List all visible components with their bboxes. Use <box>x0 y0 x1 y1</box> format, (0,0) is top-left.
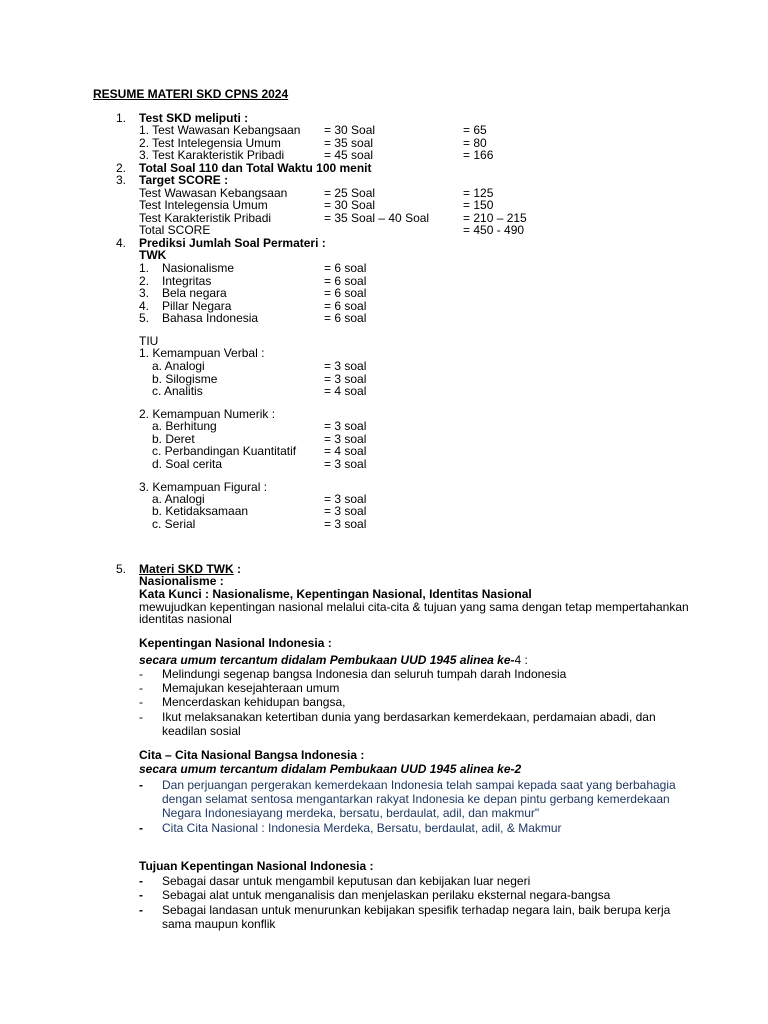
section-1-heading: Test SKD meliputi : <box>139 111 249 125</box>
cita-item-line: Negara Indonesiayang merdeka, bersatu, berdaulat, adil, dan makmur" <box>162 806 540 820</box>
dash-bullet: - <box>139 667 143 681</box>
test-row-soal: = 45 soal <box>324 148 374 162</box>
test-row-name: 3. Test Karakteristik Pribadi <box>139 148 285 162</box>
tujuan-heading: Tujuan Kepentingan Nasional Indonesia : <box>139 859 374 873</box>
verbal-item-soal: = 4 soal <box>324 384 367 398</box>
numerik-item-soal: = 3 soal <box>324 419 367 433</box>
kepentingan-sub-tail: 4 : <box>514 653 528 667</box>
twk-item-soal: = 6 soal <box>324 286 367 300</box>
cita-heading: Cita – Cita Nasional Bangsa Indonesia : <box>139 748 365 762</box>
section-1-number: 1. <box>116 111 127 125</box>
dash-bullet: - <box>139 695 143 709</box>
verbal-item-soal: = 3 soal <box>324 372 367 386</box>
kepentingan-item: Melindungi segenap bangsa Indonesia dan seluruh tumpah darah Indonesia <box>162 667 567 681</box>
section-5-number: 5. <box>116 562 127 576</box>
score-total-value: = 450 - 490 <box>463 223 525 237</box>
twk-item-name: Integritas <box>162 274 212 288</box>
twk-item-soal: = 6 soal <box>324 299 367 313</box>
section-2-number: 2. <box>116 161 127 175</box>
nasionalisme-desc-line: mewujudkan kepentingan nasional melalui cita-cita & tujuan yang sama dengan tetap mempertahankan <box>139 600 689 614</box>
test-row-soal: = 30 Soal <box>324 123 376 137</box>
twk-item-name: Pillar Negara <box>162 299 232 313</box>
twk-item-soal: = 6 soal <box>324 261 367 275</box>
cita-item-line: dengan selamat sentosa mengantarkan rakyat Indonesia ke depan pintu gerbang kemerdekaan <box>162 792 670 806</box>
twk-item-soal: = 6 soal <box>324 311 367 325</box>
verbal-item-name: c. Analitis <box>152 384 203 398</box>
kepentingan-item: Mencerdaskan kehidupan bangsa, <box>162 695 346 709</box>
verbal-item-name: a. Analogi <box>152 359 205 373</box>
test-row-name: 1. Test Wawasan Kebangsaan <box>139 123 301 137</box>
section-5-heading-colon: : <box>233 562 242 576</box>
kepentingan-item: Memajukan kesejahteraan umum <box>162 681 340 695</box>
tujuan-item: Sebagai landasan untuk menurunkan kebijakan spesifik terhadap negara lain, baik berupa kerja <box>162 903 671 917</box>
tiu-label: TIU <box>139 334 159 348</box>
numerik-item-name: a. Berhitung <box>152 419 217 433</box>
verbal-item-soal: = 3 soal <box>324 359 367 373</box>
dash-bullet: - <box>139 821 143 835</box>
figural-item-soal: = 3 soal <box>324 504 367 518</box>
tujuan-item: Sebagai dasar untuk mengambil keputusan dan kebijakan luar negeri <box>162 874 531 888</box>
numerik-heading: 2. Kemampuan Numerik : <box>139 407 276 421</box>
dash-bullet: - <box>139 681 143 695</box>
dash-bullet: - <box>139 874 143 888</box>
test-row-soal: = 35 soal <box>324 136 374 150</box>
cita-item-line: Dan perjuangan pergerakan kemerdekaan Indonesia telah sampai kepada saat yang berbahagia <box>162 778 676 792</box>
test-row-score: = 80 <box>463 136 487 150</box>
twk-item-soal: = 6 soal <box>324 274 367 288</box>
twk-item-number: 5. <box>139 311 150 325</box>
score-row-score: = 210 – 215 <box>463 211 527 225</box>
kepentingan-heading: Kepentingan Nasional Indonesia : <box>139 636 332 650</box>
score-row-score: = 125 <box>463 186 494 200</box>
figural-item-name: b. Ketidaksamaan <box>152 504 249 518</box>
score-row-name: Test Karakteristik Pribadi <box>139 211 272 225</box>
score-row-soal: = 35 Soal – 40 Soal <box>324 211 430 225</box>
figural-item-name: a. Analogi <box>152 492 205 506</box>
numerik-item-soal: = 4 soal <box>324 444 367 458</box>
figural-item-name: c. Serial <box>152 517 196 531</box>
kata-kunci: Kata Kunci : Nasionalisme, Kepentingan Nasional, Identitas Nasional <box>139 587 532 601</box>
kepentingan-item: Ikut melaksanakan ketertiban dunia yang berdasarkan kemerdekaan, perdamaian abadi, dan <box>162 710 656 724</box>
numerik-item-name: c. Perbandingan Kuantitatif <box>152 444 297 458</box>
score-row-soal: = 25 Soal <box>324 186 376 200</box>
section-4-number: 4. <box>116 236 127 250</box>
dash-bullet: - <box>139 710 143 724</box>
kepentingan-sub-line <box>139 653 528 667</box>
numerik-item-soal: = 3 soal <box>324 432 367 446</box>
test-row-score: = 65 <box>463 123 487 137</box>
verbal-heading: 1. Kemampuan Verbal : <box>139 346 265 360</box>
score-row-name: Test Intelegensia Umum <box>139 198 268 212</box>
figural-heading: 3. Kemampuan Figural : <box>139 480 268 494</box>
numerik-item-soal: = 3 soal <box>324 457 367 471</box>
section-3-number: 3. <box>116 173 127 187</box>
numerik-item-name: d. Soal cerita <box>152 457 223 471</box>
dash-bullet: - <box>139 778 143 792</box>
figural-item-soal: = 3 soal <box>324 517 367 531</box>
twk-item-number: 2. <box>139 274 150 288</box>
dash-bullet: - <box>139 888 143 902</box>
kepentingan-sub: secara umum tercantum didalam Pembukaan UUD 1945 alinea ke- <box>139 653 515 667</box>
nasionalisme-heading: Nasionalisme : <box>139 574 224 588</box>
test-row-name: 2. Test Intelegensia Umum <box>139 136 281 150</box>
score-row-name: Test Wawasan Kebangsaan <box>139 186 288 200</box>
score-total-name: Total SCORE <box>139 223 211 237</box>
twk-label: TWK <box>139 248 167 262</box>
tujuan-item: Sebagai alat untuk menganalisis dan menjelaskan perilaku eksternal negara-bangsa <box>162 888 611 902</box>
cita-sub: secara umum tercantum didalam Pembukaan UUD 1945 alinea ke-2 <box>139 762 522 776</box>
section-2-heading: Total Soal 110 dan Total Waktu 100 menit <box>139 161 372 175</box>
numerik-item-name: b. Deret <box>152 432 195 446</box>
tujuan-item-continuation: sama maupun konflik <box>162 917 276 931</box>
cita-item: Cita Cita Nasional : Indonesia Merdeka, Bersatu, berdaulat, adil, & Makmur <box>162 821 562 835</box>
kepentingan-item-continuation: keadilan sosial <box>162 724 241 738</box>
document-title: RESUME MATERI SKD CPNS 2024 <box>93 87 289 101</box>
test-row-score: = 166 <box>463 148 494 162</box>
section-5-heading: Materi SKD TWK <box>139 562 234 576</box>
figural-item-soal: = 3 soal <box>324 492 367 506</box>
section-3-heading: Target SCORE : <box>139 173 229 187</box>
nasionalisme-desc-line: identitas nasional <box>139 612 232 626</box>
score-row-score: = 150 <box>463 198 494 212</box>
score-row-soal: = 30 Soal <box>324 198 376 212</box>
twk-item-number: 3. <box>139 286 150 300</box>
twk-item-name: Nasionalisme <box>162 261 235 275</box>
twk-item-number: 4. <box>139 299 150 313</box>
twk-item-name: Bela negara <box>162 286 227 300</box>
section-4-heading: Prediksi Jumlah Soal Permateri : <box>139 236 326 250</box>
twk-item-number: 1. <box>139 261 150 275</box>
verbal-item-name: b. Silogisme <box>152 372 218 386</box>
dash-bullet: - <box>139 903 143 917</box>
twk-item-name: Bahasa Indonesia <box>162 311 259 325</box>
